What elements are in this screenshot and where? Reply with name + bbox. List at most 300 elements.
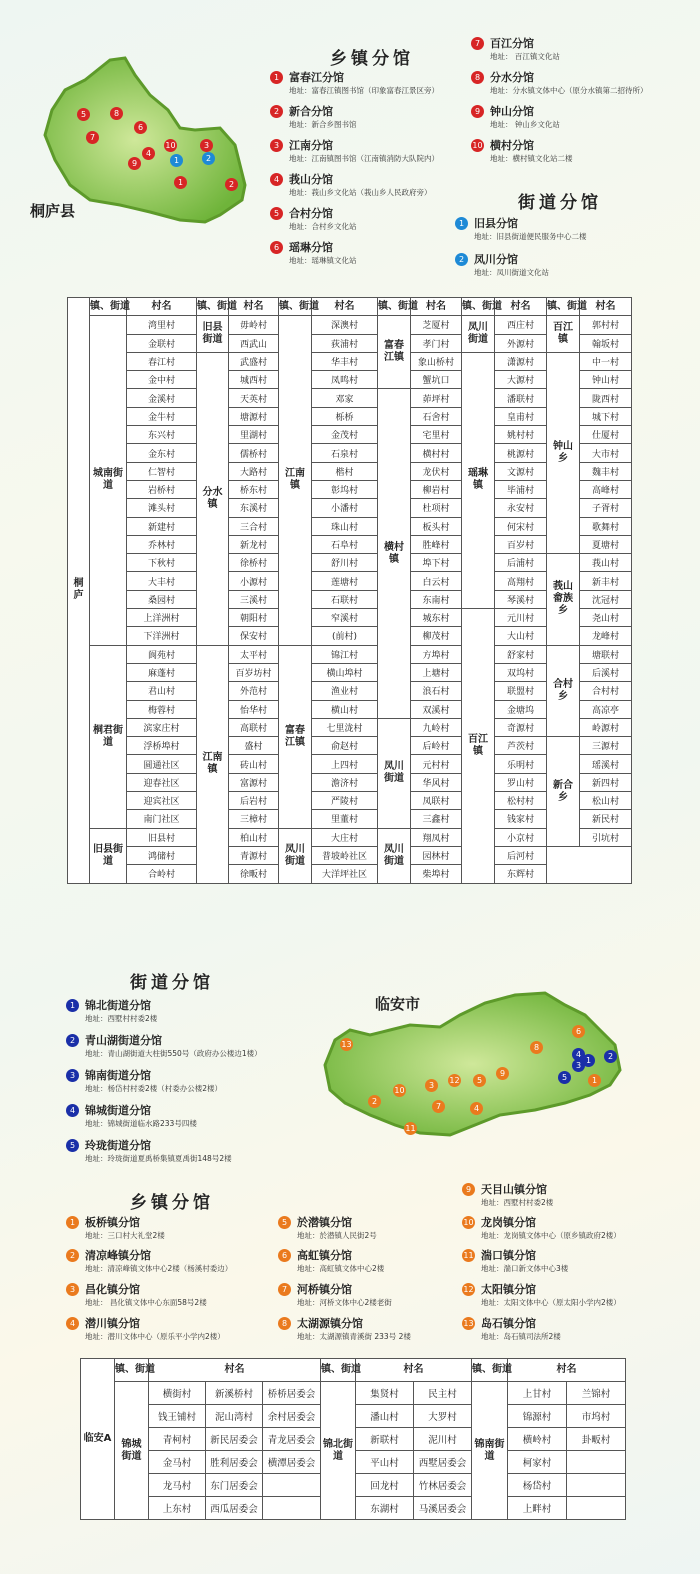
village-cell: 卦畈村	[567, 1428, 626, 1451]
village-cell: 钱王铺村	[149, 1405, 206, 1428]
village-cell	[263, 1497, 321, 1520]
linan-town-entry[interactable]	[462, 1316, 561, 1342]
village-cell: 毕浦村	[495, 480, 547, 498]
village-cell: 窄溪村	[312, 609, 378, 627]
town-cell: 凤川街道	[378, 718, 411, 828]
table-header-row	[68, 298, 632, 316]
village-cell: 东湖村	[356, 1497, 414, 1520]
map-marker-orange-9[interactable]: 9	[496, 1067, 509, 1080]
marker-number: 1	[66, 1216, 79, 1229]
table-row	[68, 846, 632, 864]
branch-name: 百江分馆	[490, 37, 534, 50]
header-town: 镇、街道	[547, 298, 580, 316]
linan-street-entry[interactable]	[66, 998, 157, 1024]
village-cell: 百岁坊村	[229, 663, 279, 681]
village-cell: 芝厦村	[411, 316, 462, 334]
map-marker-orange-2[interactable]: 2	[368, 1095, 381, 1108]
town-cell: 新合乡	[547, 737, 580, 847]
village-cell: 合村村	[580, 682, 632, 700]
entry-text	[474, 216, 587, 242]
marker-number: 7	[471, 37, 484, 50]
linan-town-entry[interactable]	[278, 1215, 377, 1241]
entry-text	[481, 1316, 561, 1342]
marker-number: 13	[463, 1319, 474, 1328]
village-cell: 青龙居委会	[263, 1428, 321, 1451]
map-marker-orange-6[interactable]: 6	[572, 1025, 585, 1038]
marker-number: 8	[471, 71, 484, 84]
branch-address: 地址：三口村大礼堂2楼	[85, 1231, 165, 1240]
village-cell: 彰坞村	[312, 480, 378, 498]
village-cell: 滨家庄村	[127, 718, 197, 736]
village-cell: 沈冠村	[580, 590, 632, 608]
village-cell: 元村村	[411, 755, 462, 773]
table-row	[68, 645, 632, 663]
marker-number: 4	[66, 1317, 79, 1330]
village-cell: 杨岱村	[508, 1474, 567, 1497]
village-cell: 三源村	[580, 737, 632, 755]
map-marker-orange-7[interactable]: 7	[432, 1100, 445, 1113]
town-cell: 瑶琳镇	[462, 352, 495, 608]
village-cell: 金马村	[149, 1451, 206, 1474]
village-cell: 中一村	[580, 352, 632, 370]
village-cell: 方埠村	[411, 645, 462, 663]
marker-number: 5	[66, 1139, 79, 1152]
village-cell: 横街村	[149, 1382, 206, 1405]
town-cell: 富春江镇	[279, 645, 312, 828]
linan-street-entry[interactable]	[66, 1138, 232, 1164]
village-cell: 园林村	[411, 846, 462, 864]
village-cell: 横潭居委会	[263, 1451, 321, 1474]
village-cell: 孝门村	[411, 334, 462, 352]
map-marker-red-2[interactable]: 2	[225, 178, 238, 191]
branch-address: 地址：莪山乡文化站（莪山乡人民政府旁）	[289, 188, 432, 197]
village-cell: 青源村	[229, 846, 279, 864]
village-cell: 新四村	[580, 773, 632, 791]
village-cell: 荻浦村	[312, 334, 378, 352]
town-cell: 横村镇	[378, 389, 411, 718]
linan-town-entry[interactable]	[462, 1248, 568, 1274]
village-cell: 松山村	[580, 792, 632, 810]
tonglu-town-entry[interactable]	[471, 36, 560, 62]
branch-address: 地址：太阳文体中心（原太阳小学内2楼）	[481, 1298, 621, 1307]
village-cell: 金中村	[127, 371, 197, 389]
village-cell: 东溪村	[229, 499, 279, 517]
tonglu-street-entry[interactable]	[455, 216, 587, 242]
village-cell: 潘联村	[495, 389, 547, 407]
map-marker-red-7[interactable]: 7	[86, 131, 99, 144]
village-cell: 上塘村	[411, 663, 462, 681]
tonglu-village-table	[67, 297, 632, 884]
branch-address: 地址：西墅村村委2楼	[85, 1014, 158, 1023]
village-cell: 旧县村	[127, 828, 197, 846]
entry-text	[85, 1215, 165, 1241]
village-cell: 湾里村	[127, 316, 197, 334]
map-marker-orange-5[interactable]: 5	[473, 1074, 486, 1087]
branch-name: 岛石镇分馆	[481, 1317, 536, 1330]
village-cell: 城东村	[411, 609, 462, 627]
table-row	[81, 1382, 626, 1405]
village-cell: 浮桥埠村	[127, 737, 197, 755]
village-cell: 集贤村	[356, 1382, 414, 1405]
village-cell: 白云村	[411, 572, 462, 590]
village-cell: 塘联村	[580, 645, 632, 663]
village-cell: 舒家村	[495, 645, 547, 663]
village-cell: 横岭村	[508, 1428, 567, 1451]
entry-text	[490, 70, 648, 96]
village-cell: 民主村	[414, 1382, 472, 1405]
entry-text	[85, 1282, 207, 1308]
village-cell: 滩头村	[127, 499, 197, 517]
village-cell: 潘山村	[356, 1405, 414, 1428]
tonglu-town-entry[interactable]	[270, 70, 439, 96]
entry-text	[85, 1316, 225, 1342]
linan-town-entry[interactable]	[278, 1282, 392, 1308]
header-town: 镇、街道	[462, 298, 495, 316]
village-cell: 大庄村	[312, 828, 378, 846]
village-cell: 三溪村	[229, 590, 279, 608]
village-cell: 西武山	[229, 334, 279, 352]
branch-name: 太阳镇分馆	[481, 1283, 536, 1296]
empty-cell	[547, 846, 632, 883]
map-marker-orange-4[interactable]: 4	[470, 1102, 483, 1115]
linan-town-entry[interactable]	[278, 1248, 384, 1274]
map-marker-red-8[interactable]: 8	[110, 107, 123, 120]
village-cell: 莪山村	[580, 554, 632, 572]
linan-street-entry[interactable]	[66, 1033, 262, 1059]
village-cell: 里湖村	[229, 426, 279, 444]
map-marker-navy-4[interactable]: 4	[572, 1048, 585, 1061]
map-marker-red-3[interactable]: 3	[200, 139, 213, 152]
village-cell: 君山村	[127, 682, 197, 700]
marker-number: 5	[270, 207, 283, 220]
village-cell: 鸿储村	[127, 846, 197, 864]
entry-text	[85, 1068, 222, 1094]
village-cell: 西墅居委会	[414, 1451, 472, 1474]
entry-text	[474, 252, 549, 278]
village-cell: 双溪村	[411, 700, 462, 718]
map-marker-navy-2[interactable]: 2	[604, 1050, 617, 1063]
map-marker-orange-13[interactable]: 13	[341, 1040, 352, 1049]
map-marker-blue-2[interactable]: 2	[202, 152, 215, 165]
village-cell: 歌舞村	[580, 517, 632, 535]
village-cell: 琴溪村	[495, 590, 547, 608]
linan-town-entry[interactable]	[66, 1282, 207, 1308]
branch-name: 玲珑街道分馆	[85, 1139, 151, 1152]
village-cell: 平山村	[356, 1451, 414, 1474]
branch-name: 青山湖街道分馆	[85, 1034, 162, 1047]
map-marker-orange-3[interactable]: 3	[425, 1079, 438, 1092]
marker-number: 9	[471, 105, 484, 118]
village-cell: 凤鸣村	[312, 371, 378, 389]
marker-number: 4	[270, 173, 283, 186]
linan-town-entry[interactable]	[462, 1182, 553, 1208]
tonglu-map[interactable]	[30, 50, 270, 235]
branch-name: 合村分馆	[289, 207, 333, 220]
map-marker-red-9[interactable]: 9	[128, 157, 141, 170]
village-cell: 小源村	[229, 572, 279, 590]
marker-number: 12	[463, 1285, 474, 1294]
tonglu-town-entry[interactable]	[270, 172, 432, 198]
map-marker-red-1[interactable]: 1	[174, 176, 187, 189]
village-cell	[567, 1497, 626, 1520]
header-village: 村名	[127, 298, 197, 316]
tonglu-street-entry[interactable]	[455, 252, 549, 278]
map-marker-blue-1[interactable]: 1	[170, 154, 183, 167]
village-cell: 三合村	[229, 517, 279, 535]
village-cell: 夏塘村	[580, 535, 632, 553]
map-marker-red-10[interactable]: 10	[165, 141, 176, 150]
village-cell: 深澳村	[312, 316, 378, 334]
linan-street-title: 街道分馆	[130, 973, 214, 993]
linan-town-entry[interactable]	[66, 1248, 232, 1274]
branch-address: 地址：岛石镇司法所2楼	[481, 1332, 561, 1341]
linan-town-entry[interactable]	[66, 1215, 165, 1241]
branch-name: 锦北街道分馆	[85, 999, 151, 1012]
village-cell: 龙马村	[149, 1474, 206, 1497]
village-cell: 竹林居委会	[414, 1474, 472, 1497]
village-cell: 武盛村	[229, 352, 279, 370]
map-marker-red-4[interactable]: 4	[142, 147, 155, 160]
branch-address: 地址：横村镇文化站二楼	[490, 154, 573, 163]
village-cell: 后岩村	[229, 792, 279, 810]
branch-name: 富春江分馆	[289, 71, 344, 84]
village-cell: 后溪村	[580, 663, 632, 681]
village-cell: 石泉村	[312, 444, 378, 462]
branch-name: 旧县分馆	[474, 217, 518, 230]
tonglu-town-entry[interactable]	[270, 206, 357, 232]
village-cell: 锦江村	[312, 645, 378, 663]
header-town: 镇、街道	[279, 298, 312, 316]
linan-map-name: 临安市	[375, 995, 421, 1013]
village-cell: 太平村	[229, 645, 279, 663]
village-cell: 新丰村	[580, 572, 632, 590]
village-cell: 桥桥居委会	[263, 1382, 321, 1405]
branch-name: 分水分馆	[490, 71, 534, 84]
village-cell: 里董村	[312, 810, 378, 828]
town-cell: 江南镇	[197, 645, 229, 883]
map-marker-red-6[interactable]: 6	[134, 121, 147, 134]
branch-address: 地址：凤川街道文化站	[474, 268, 549, 277]
village-cell: 茆坪村	[411, 389, 462, 407]
village-cell: 南门社区	[127, 810, 197, 828]
table-row	[68, 737, 632, 755]
header-village: 村名	[229, 298, 279, 316]
village-cell: 余村居委会	[263, 1405, 321, 1428]
map-marker-orange-10[interactable]: 10	[394, 1086, 405, 1095]
marker-number: 2	[66, 1249, 79, 1262]
map-marker-orange-1[interactable]: 1	[588, 1074, 601, 1087]
village-cell: 华风村	[411, 773, 462, 791]
branch-address: 地址： 钟山乡文化站	[490, 120, 560, 129]
linan-town-entry[interactable]	[462, 1282, 621, 1308]
village-cell: 徐桥村	[229, 554, 279, 572]
village-cell: 徐畈村	[229, 865, 279, 883]
map-marker-orange-8[interactable]: 8	[530, 1041, 543, 1054]
header-village: 村名	[149, 1359, 321, 1382]
marker-number: 3	[270, 139, 283, 152]
entry-text	[490, 138, 573, 164]
village-cell: 金牛村	[127, 407, 197, 425]
village-cell: 后岭村	[411, 737, 462, 755]
entry-text	[490, 104, 560, 130]
village-cell: 市坞村	[567, 1405, 626, 1428]
branch-name: 新合分馆	[289, 105, 333, 118]
entry-text	[85, 1103, 197, 1129]
linan-town-title: 乡镇分馆	[130, 1193, 214, 1213]
marker-number: 1	[270, 71, 283, 84]
entry-text	[481, 1282, 621, 1308]
tonglu-town-entry[interactable]	[270, 240, 357, 266]
tonglu-town-entry[interactable]	[270, 104, 357, 130]
village-cell: 柳茂村	[411, 627, 462, 645]
header-village: 村名	[495, 298, 547, 316]
village-cell: 蟹坑口	[411, 371, 462, 389]
village-cell: 新民居委会	[206, 1428, 263, 1451]
village-cell: 柯家村	[508, 1451, 567, 1474]
branch-name: 太湖源镇分馆	[297, 1317, 363, 1330]
tonglu-town-entry[interactable]	[270, 138, 439, 164]
village-cell: 金联村	[127, 334, 197, 352]
town-cell: 富春江镇	[378, 316, 411, 389]
village-cell: 邓家	[312, 389, 378, 407]
village-cell: 回龙村	[356, 1474, 414, 1497]
village-cell: 皇甫村	[495, 407, 547, 425]
village-cell: 大路村	[229, 462, 279, 480]
village-cell: 象山桥村	[411, 352, 462, 370]
map-marker-navy-3[interactable]: 3	[572, 1059, 585, 1072]
entry-text	[289, 240, 357, 266]
branch-address: 地址： 昌化镇文体中心东面58号2楼	[85, 1298, 207, 1307]
village-cell: 姚村村	[495, 426, 547, 444]
village-cell: 柏山村	[229, 828, 279, 846]
marker-number: 1	[455, 217, 468, 230]
marker-number: 11	[463, 1251, 474, 1260]
header-village: 村名	[508, 1359, 626, 1382]
entry-text	[481, 1215, 621, 1241]
village-cell: 横山村	[312, 700, 378, 718]
entry-text	[297, 1248, 384, 1274]
branch-address: 地址：河桥文体中心2楼老街	[297, 1298, 392, 1307]
village-cell: 杜项村	[411, 499, 462, 517]
village-cell: 桥东村	[229, 480, 279, 498]
village-cell: 陇西村	[580, 389, 632, 407]
village-cell: 金茂村	[312, 426, 378, 444]
marker-number: 7	[278, 1283, 291, 1296]
village-cell: 上洋洲村	[127, 609, 197, 627]
branch-name: 莪山分馆	[289, 173, 333, 186]
village-cell: 迎宾社区	[127, 792, 197, 810]
town-cell: 旧县街道	[90, 828, 127, 883]
entry-text	[481, 1182, 553, 1208]
village-cell: 东门居委会	[206, 1474, 263, 1497]
village-cell: 胜利居委会	[206, 1451, 263, 1474]
village-cell: 金塘坞	[495, 700, 547, 718]
branch-address: 地址：清凉峰镇文体中心2楼（杨溪村委边）	[85, 1264, 233, 1273]
linan-town-entry[interactable]	[66, 1316, 225, 1342]
linan-town-entry[interactable]	[278, 1316, 411, 1342]
branch-address: 地址：湍口新文体中心3楼	[481, 1264, 569, 1273]
village-cell: 上甘村	[508, 1382, 567, 1405]
tonglu-town-entry[interactable]	[471, 138, 573, 164]
branch-address: 地址：江南镇图书馆（江南镇消防大队院内）	[289, 154, 439, 163]
town-cell: 百江镇	[462, 609, 495, 883]
map-marker-navy-1[interactable]: 1	[582, 1054, 595, 1067]
village-cell: 岩桥村	[127, 480, 197, 498]
town-cell: 桐君街道	[90, 645, 127, 828]
town-cell: 旧县街道	[197, 316, 229, 353]
village-cell: 严陵村	[312, 792, 378, 810]
branch-address: 地址：龙岗镇文体中心（原乡镇政府2楼）	[481, 1231, 621, 1240]
village-cell: 胜峰村	[411, 535, 462, 553]
branch-address: 地址：潜川文体中心（原乐平小学内2楼）	[85, 1332, 225, 1341]
village-cell: 浪石村	[411, 682, 462, 700]
village-cell: 松村村	[495, 792, 547, 810]
village-cell: 泥山湾村	[206, 1405, 263, 1428]
village-cell: 横山埠村	[312, 663, 378, 681]
village-cell: 新建村	[127, 517, 197, 535]
village-cell: 潇源村	[495, 352, 547, 370]
town-cell: 莪山畲族乡	[547, 554, 580, 645]
village-cell: 新龙村	[229, 535, 279, 553]
village-cell: 普坡岭社区	[312, 846, 378, 864]
branch-name: 锦南街道分馆	[85, 1069, 151, 1082]
branch-address: 地址：锦城街道临水路233号四楼	[85, 1119, 197, 1128]
entry-text	[289, 70, 439, 96]
branch-name: 高虹镇分馆	[297, 1249, 352, 1262]
linan-street-entry[interactable]	[66, 1068, 222, 1094]
village-cell: 郭村村	[580, 316, 632, 334]
map-marker-red-5[interactable]: 5	[77, 108, 90, 121]
village-cell: 石联村	[312, 590, 378, 608]
village-cell: 凤联村	[411, 792, 462, 810]
village-cell: 文源村	[495, 462, 547, 480]
village-cell: 七里泷村	[312, 718, 378, 736]
village-cell: 阆苑村	[127, 645, 197, 663]
village-cell: 柴埠村	[411, 865, 462, 883]
village-cell: 岭源村	[580, 718, 632, 736]
entry-text	[289, 172, 432, 198]
map-marker-orange-11[interactable]: 11	[405, 1124, 416, 1133]
branch-address: 地址：新合乡图书馆	[289, 120, 357, 129]
branch-name: 瑶琳分馆	[289, 241, 333, 254]
village-cell: 下洋洲村	[127, 627, 197, 645]
village-cell: 元川村	[495, 609, 547, 627]
branch-name: 湍口镇分馆	[481, 1249, 536, 1262]
village-cell: 小潘村	[312, 499, 378, 517]
town-cell: 合村乡	[547, 645, 580, 736]
village-cell: 上东村	[149, 1497, 206, 1520]
map-marker-orange-12[interactable]: 12	[449, 1076, 460, 1085]
town-cell: 钟山乡	[547, 352, 580, 553]
village-cell: 澹济村	[312, 773, 378, 791]
village-cell: 高峰村	[580, 480, 632, 498]
tonglu-town-title: 乡镇分馆	[330, 49, 414, 69]
header-village: 村名	[411, 298, 462, 316]
village-cell: 高凉亭	[580, 700, 632, 718]
map-marker-navy-5[interactable]: 5	[558, 1071, 571, 1084]
village-cell: 芦茨村	[495, 737, 547, 755]
village-cell: 楷村	[312, 462, 378, 480]
linan-town-entry[interactable]	[462, 1215, 621, 1241]
village-cell: 下秋村	[127, 554, 197, 572]
linan-street-entry[interactable]	[66, 1103, 197, 1129]
village-cell: 钱家村	[495, 810, 547, 828]
tonglu-town-entry[interactable]	[471, 70, 648, 96]
village-cell: 龙峰村	[580, 627, 632, 645]
village-cell: 桃源村	[495, 444, 547, 462]
tonglu-town-entry[interactable]	[471, 104, 560, 130]
town-cell: 分水镇	[197, 352, 229, 645]
